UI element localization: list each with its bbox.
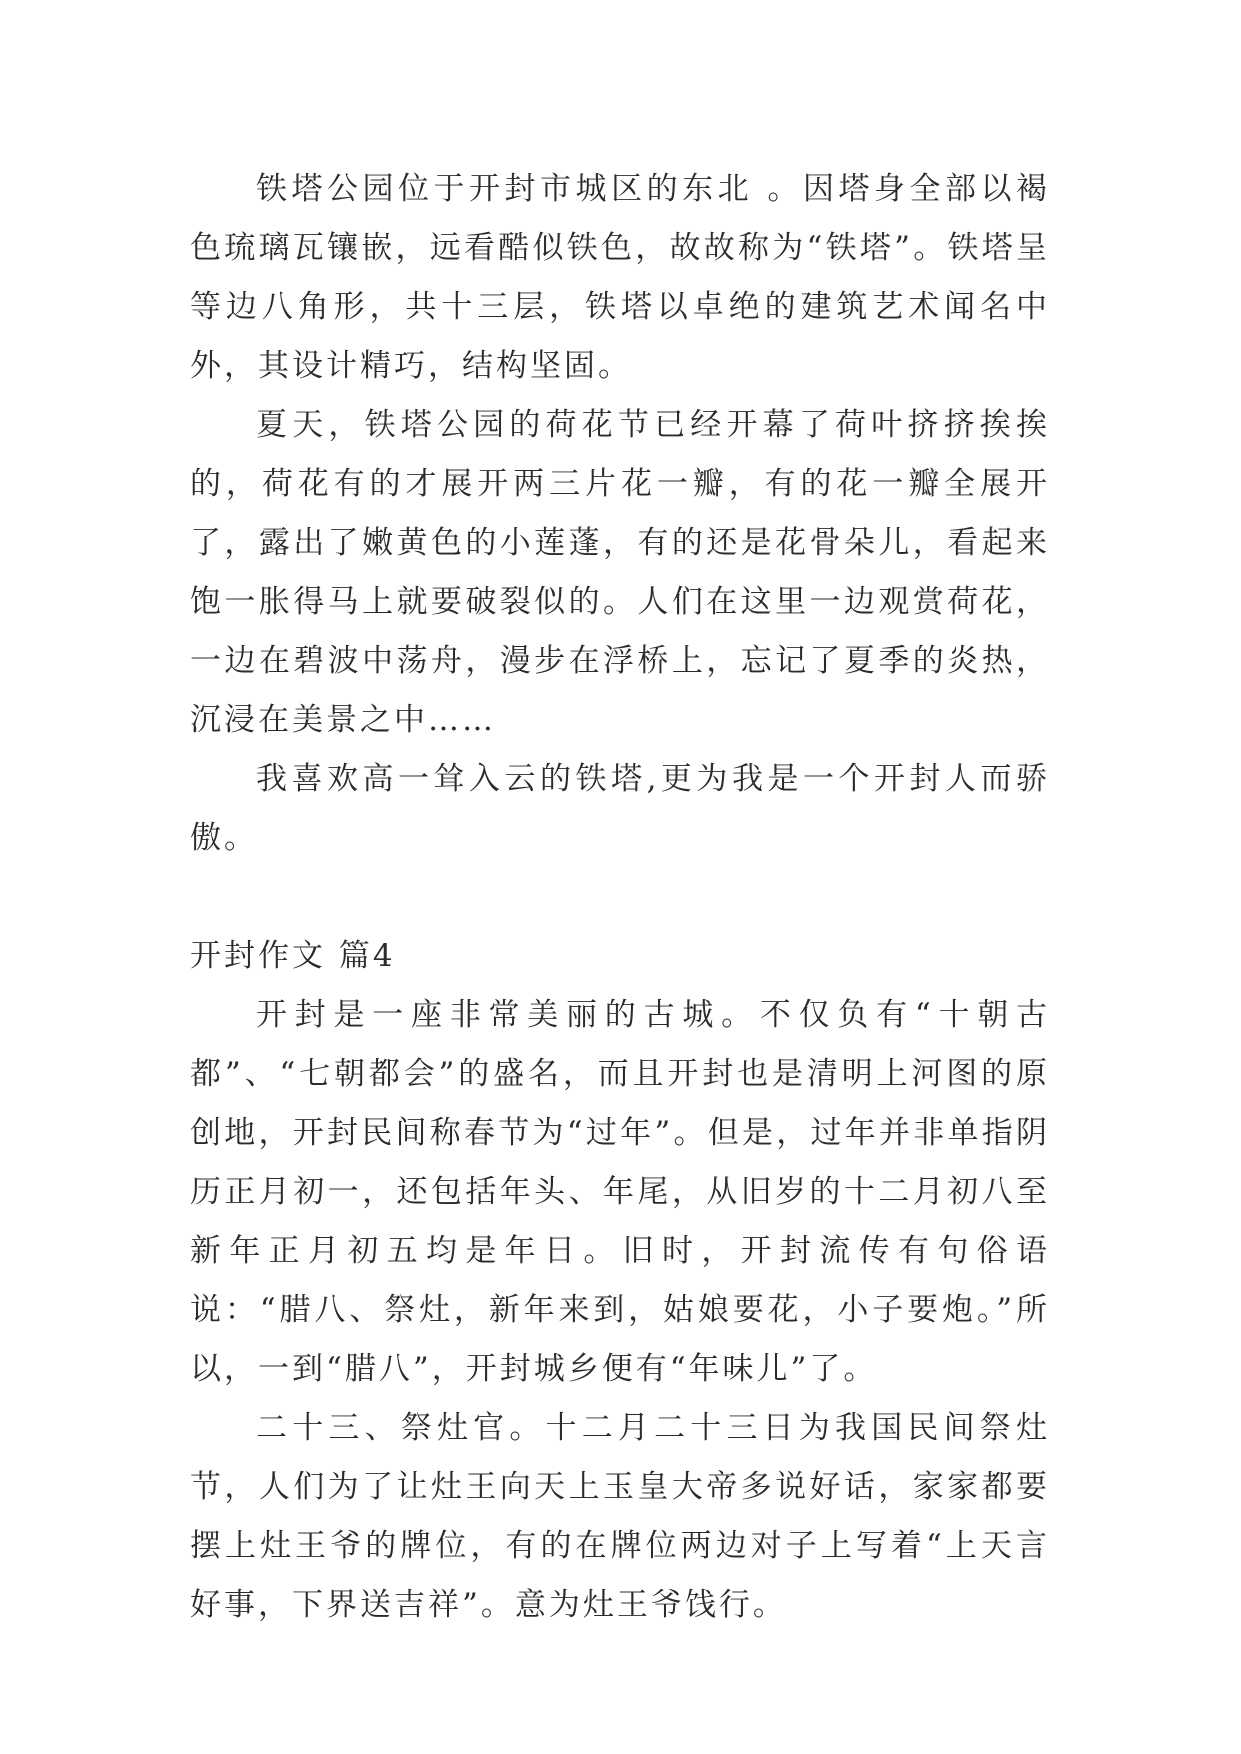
paragraph-iron-tower-intro: 铁塔公园位于开封市城区的东北 。因塔身全部以褐色琉璃瓦镶嵌，远看酷似铁色，故故称为“铁塔”。铁塔呈等边八角形，共十三层，铁塔以卓绝的建筑艺术闻名中外，其设计精巧，结构坚固。 [190, 171, 1050, 384]
document-body [190, 160, 1050, 1635]
section-heading: 开封作文 篇4 [190, 938, 396, 974]
paragraph-kitchen-god: 二十三、祭灶官。十二月二十三日为我国民间祭灶节，人们为了让灶王向天上玉皇大帝多说好话，家家都要摆上灶王爷的牌位，有的在牌位两边对子上写着“上天言好事，下界送吉祥”。意为灶王爷饯行。 [190, 1410, 1050, 1623]
paragraph-pride: 我喜欢高一耸入云的铁塔,更为我是一个开封人而骄傲。 [190, 761, 1050, 856]
paragraph-kaifeng-new-year: 开封是一座非常美丽的古城。不仅负有“十朝古都”、“七朝都会”的盛名，而且开封也是清明上河图的原创地，开封民间称春节为“过年”。但是，过年并非单指阴历正月初一，还包括年头、年尾，从旧岁的十二月初八至新年正月初五均是年日。旧时，开封流传有句俗语说：“腊八、祭灶，新年来到，姑娘要花，小子要炮。”所以，一到“腊八”，开封城乡便有“年味儿”了。 [190, 997, 1050, 1387]
paragraph-lotus-festival: 夏天，铁塔公园的荷花节已经开幕了荷叶挤挤挨挨的，荷花有的才展开两三片花一瓣，有的花一瓣全展开了，露出了嫩黄色的小莲蓬，有的还是花骨朵儿，看起来饱一胀得马上就要破裂似的。人们在这里一边观赏荷花，一边在碧波中荡舟，漫步在浮桥上，忘记了夏季的炎热，沉浸在美景之中…… [190, 407, 1050, 738]
